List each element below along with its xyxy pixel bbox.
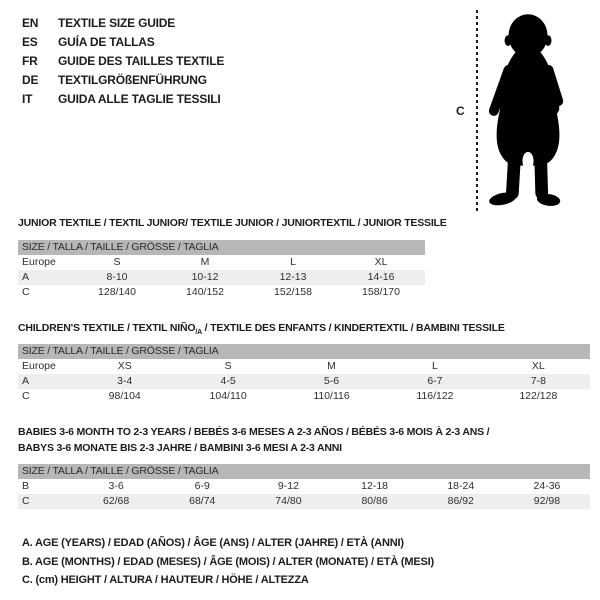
junior-size-table	[18, 240, 425, 300]
table-cell: 3-6	[108, 480, 124, 492]
babies-table-rows	[18, 479, 590, 509]
table-cell: 122/128	[519, 390, 558, 402]
table-row-europe	[18, 255, 425, 270]
table-cell: 86/92	[447, 495, 474, 507]
language-row-fr	[22, 52, 224, 71]
table-cell: L	[432, 360, 438, 372]
size-header-bar: SIZE / TALLA / TAILLE / GRÖSSE / TAGLIA	[18, 464, 590, 479]
table-cell: M	[200, 256, 210, 268]
section-title-junior	[18, 216, 596, 232]
row-label: A	[22, 271, 30, 283]
language-code: IT	[22, 92, 33, 106]
footnote-c: C. (cm) HEIGHT / ALTURA / HAUTEUR / HÖHE / ALTEZZA	[22, 574, 309, 586]
table-cell: 7-8	[530, 375, 546, 387]
table-cell: 74/80	[275, 495, 302, 507]
table-row-b	[18, 479, 590, 494]
section-title-children-pre: CHILDREN'S TEXTILE / TEXTIL NIÑO	[18, 322, 196, 334]
table-cell: 12-13	[279, 271, 307, 283]
table-cell: 12-18	[361, 480, 389, 492]
babies-size-table	[18, 464, 590, 509]
row-label: C	[22, 286, 30, 298]
footnote-b: B. AGE (MONTHS) / EDAD (MESES) / ÂGE (MOIS) / ALTER (MONATE) / ETÀ (MESI)	[22, 555, 434, 568]
size-header-bar: SIZE / TALLA / TAILLE / GRÖSSE / TAGLIA	[18, 344, 590, 359]
language-code: EN	[22, 16, 39, 30]
section-title-babies-line1: BABIES 3-6 MONTH TO 2-3 YEARS / BEBÉS 3-6 MESES A 2-3 AÑOS / BÉBÉS 3-6 MOIS À 2-3 ANS /	[18, 426, 490, 438]
table-cell: 5-6	[323, 375, 340, 387]
size-header-bar: SIZE / TALLA / TAILLE / GRÖSSE / TAGLIA	[18, 240, 425, 255]
table-cell: 98/104	[108, 390, 141, 402]
language-title: TEXTILGRÖßENFÜHRUNG	[58, 73, 207, 87]
table-cell: 152/158	[274, 286, 312, 298]
language-code: DE	[22, 73, 39, 87]
footnotes	[22, 534, 434, 590]
row-label: C	[22, 495, 30, 507]
table-cell: 24-36	[533, 480, 561, 492]
table-cell: 140/152	[186, 286, 224, 298]
language-code: ES	[22, 35, 38, 49]
row-label: A	[22, 375, 30, 387]
section-title-children-sub: /A	[195, 329, 202, 337]
table-cell: 92/98	[533, 495, 561, 507]
language-row-es	[22, 33, 224, 52]
table-row-c	[18, 494, 590, 509]
table-row-europe	[18, 359, 590, 374]
table-cell: XL	[531, 360, 545, 372]
table-row-c	[18, 389, 590, 404]
section-title-junior-text: JUNIOR TEXTILE / TEXTIL JUNIOR/ TEXTILE JUNIOR / JUNIORTEXTIL / JUNIOR TESSILE	[18, 217, 447, 229]
table-cell: 8-10	[106, 271, 128, 283]
children-size-table	[18, 344, 590, 404]
children-table-rows	[18, 359, 590, 404]
table-cell: M	[327, 360, 336, 372]
table-cell: XL	[374, 256, 388, 268]
table-cell: 3-4	[117, 375, 133, 387]
table-cell: 14-16	[367, 271, 395, 283]
table-cell: 6-7	[427, 375, 443, 387]
section-title-children	[18, 321, 596, 341]
language-title: TEXTILE SIZE GUIDE	[58, 16, 176, 30]
language-code: FR	[22, 54, 38, 68]
table-cell: 9-12	[277, 480, 299, 492]
table-cell: S	[113, 256, 121, 268]
row-label: C	[22, 390, 30, 402]
table-cell: 116/122	[416, 390, 454, 402]
language-title: GUÍA DE TALLAS	[58, 35, 155, 49]
language-title: GUIDA ALLE TAGLIE TESSILI	[58, 92, 221, 106]
table-cell: 110/116	[313, 390, 350, 402]
language-row-it	[22, 90, 224, 109]
table-cell: 6-9	[194, 480, 210, 492]
baby-silhouette-icon	[486, 9, 572, 209]
table-row-c	[18, 285, 425, 300]
table-cell: 68/74	[189, 495, 216, 507]
footnote-a: A. AGE (YEARS) / EDAD (AÑOS) / ÂGE (ANS) / ALTER (JAHRE) / ETÀ (ANNI)	[22, 537, 404, 549]
language-row-de	[22, 71, 224, 90]
table-cell: L	[290, 256, 296, 268]
table-cell: 4-5	[220, 375, 236, 387]
table-cell: XS	[117, 360, 132, 372]
table-cell: S	[224, 360, 232, 372]
section-title-babies-line2: BABYS 3-6 MONATE BIS 2-3 JAHRE / BAMBINI 3-6 MESI A 2-3 ANNI	[18, 441, 342, 454]
table-cell: 158/170	[362, 286, 400, 298]
section-title-children-post: / TEXTILE DES ENFANTS / KINDERTEXTIL / BAMBINI TESSILE	[201, 322, 505, 334]
language-title: GUIDE DES TAILLES TEXTILE	[58, 54, 225, 68]
table-cell: 104/110	[209, 390, 247, 402]
section-title-babies	[18, 425, 596, 456]
table-cell: 18-24	[447, 480, 475, 492]
table-row-a	[18, 270, 425, 285]
table-cell: 10-12	[191, 271, 219, 283]
table-cell: 128/140	[98, 286, 136, 298]
row-label: Europe	[22, 360, 56, 372]
height-measure-line	[476, 10, 478, 212]
table-cell: 62/68	[102, 495, 130, 507]
table-row-a	[18, 374, 590, 389]
row-label: Europe	[22, 256, 56, 268]
table-cell: 80/86	[361, 495, 388, 507]
height-label-c: C	[456, 104, 465, 118]
row-label: B	[22, 480, 30, 492]
language-title-list	[22, 14, 224, 109]
language-row-en	[22, 14, 224, 33]
junior-table-rows	[18, 255, 425, 300]
